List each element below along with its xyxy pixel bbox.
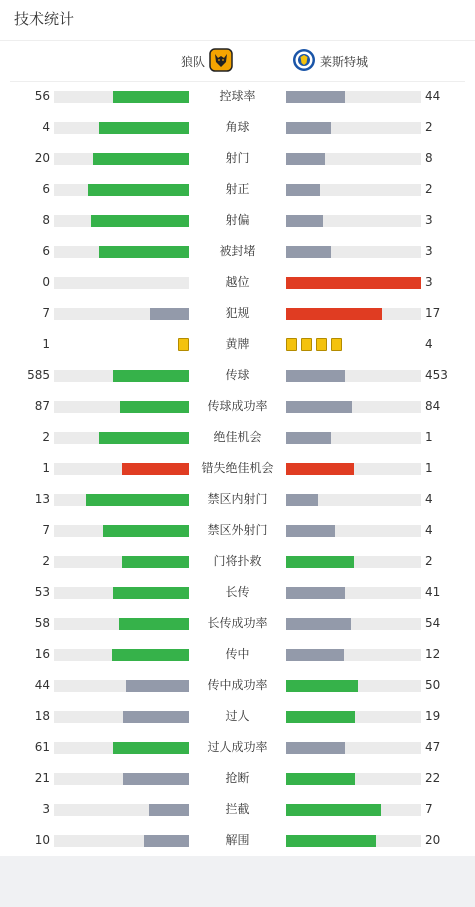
stat-row xyxy=(0,298,475,329)
stat-label: 黄牌 xyxy=(225,337,250,351)
away-value: 453 xyxy=(425,368,448,382)
away-bar-track xyxy=(286,463,421,475)
home-value: 56 xyxy=(34,89,50,103)
stat-label: 传中 xyxy=(225,647,250,661)
stat-row xyxy=(0,360,475,391)
stats-list xyxy=(0,81,475,856)
home-bar xyxy=(123,773,189,785)
away-bar xyxy=(286,711,355,723)
home-value: 0 xyxy=(42,275,50,289)
away-bar xyxy=(286,773,355,785)
away-bar-track xyxy=(286,835,421,847)
away-bar-track xyxy=(286,587,421,599)
home-bar xyxy=(122,463,190,475)
home-bar xyxy=(113,742,189,754)
stat-label: 射正 xyxy=(225,182,250,196)
home-bar xyxy=(103,525,189,537)
away-bar xyxy=(286,463,354,475)
away-value: 1 xyxy=(425,461,433,475)
away-bar-track xyxy=(286,649,421,661)
home-bar-track xyxy=(54,742,189,754)
stat-label: 绝佳机会 xyxy=(213,430,262,444)
home-team[interactable] xyxy=(181,46,233,76)
home-bar xyxy=(88,184,189,196)
home-bar xyxy=(99,122,189,134)
stat-row xyxy=(0,608,475,639)
stat-row xyxy=(0,577,475,608)
stat-label: 门将扑救 xyxy=(213,554,262,568)
stat-label: 射偏 xyxy=(225,213,250,227)
away-value: 47 xyxy=(425,740,441,754)
away-value: 50 xyxy=(425,678,441,692)
stat-label: 错失绝佳机会 xyxy=(201,461,274,475)
away-team[interactable] xyxy=(292,46,368,76)
away-value: 4 xyxy=(425,492,433,506)
away-bar xyxy=(286,835,376,847)
away-value: 19 xyxy=(425,709,441,723)
home-bar-track xyxy=(54,525,189,537)
away-bar xyxy=(286,649,344,661)
stat-label: 越位 xyxy=(225,275,250,289)
stat-row xyxy=(0,236,475,267)
stat-row xyxy=(0,391,475,422)
home-bar xyxy=(149,804,190,816)
home-bar-track xyxy=(54,277,189,289)
away-bar-track xyxy=(286,308,421,320)
title-divider xyxy=(0,40,475,41)
home-value: 585 xyxy=(27,368,50,382)
away-bar-track xyxy=(286,215,421,227)
away-bar xyxy=(286,153,325,165)
away-bar xyxy=(286,246,331,258)
home-value: 53 xyxy=(34,585,50,599)
stat-row xyxy=(0,825,475,856)
home-bar xyxy=(120,401,189,413)
stat-row xyxy=(0,670,475,701)
stat-row xyxy=(0,205,475,236)
stat-label: 角球 xyxy=(225,120,250,134)
stat-label: 拦截 xyxy=(225,802,250,816)
home-bar xyxy=(122,556,190,568)
home-value: 2 xyxy=(42,554,50,568)
home-bar xyxy=(91,215,189,227)
stat-row xyxy=(0,484,475,515)
home-bar xyxy=(144,835,189,847)
home-value: 6 xyxy=(42,182,50,196)
away-bar-track xyxy=(286,432,421,444)
away-bar-track xyxy=(286,184,421,196)
away-value: 4 xyxy=(425,523,433,537)
away-bar-track xyxy=(286,618,421,630)
stat-label: 犯规 xyxy=(225,306,250,320)
home-bar xyxy=(99,246,189,258)
away-value: 8 xyxy=(425,151,433,165)
away-bar-track xyxy=(286,804,421,816)
away-value: 3 xyxy=(425,213,433,227)
yellow-card-icon xyxy=(331,338,342,351)
stat-label: 抢断 xyxy=(225,771,250,785)
stat-label: 传球成功率 xyxy=(207,399,268,413)
away-bar xyxy=(286,680,358,692)
home-bar-track xyxy=(54,370,189,382)
home-value: 16 xyxy=(34,647,50,661)
stat-row xyxy=(0,732,475,763)
stat-row xyxy=(0,794,475,825)
away-bar xyxy=(286,587,345,599)
home-bar xyxy=(113,91,189,103)
stat-row xyxy=(0,515,475,546)
leicester-crest-icon xyxy=(292,48,316,75)
section-title: 技术统计 xyxy=(14,10,75,28)
stat-row xyxy=(0,701,475,732)
stat-label: 传中成功率 xyxy=(207,678,268,692)
home-bar xyxy=(112,649,189,661)
home-bar-track xyxy=(54,432,189,444)
away-value: 17 xyxy=(425,306,441,320)
home-bar-track xyxy=(54,680,189,692)
stat-label: 禁区外射门 xyxy=(207,523,268,537)
away-value: 44 xyxy=(425,89,441,103)
away-value: 2 xyxy=(425,554,433,568)
home-bar xyxy=(113,587,189,599)
home-bar xyxy=(119,618,189,630)
away-bar-track xyxy=(286,525,421,537)
yellow-card-icon xyxy=(286,338,297,351)
away-bar xyxy=(286,401,352,413)
stat-row xyxy=(0,546,475,577)
home-bar-track xyxy=(54,122,189,134)
away-value: 54 xyxy=(425,616,441,630)
away-bar xyxy=(286,215,323,227)
home-value: 2 xyxy=(42,430,50,444)
home-bar-track xyxy=(54,835,189,847)
home-bar-track xyxy=(54,494,189,506)
stat-row xyxy=(0,267,475,298)
home-bar-track xyxy=(54,401,189,413)
away-bar xyxy=(286,277,421,289)
away-bar-track xyxy=(286,494,421,506)
stat-row xyxy=(0,143,475,174)
home-value: 87 xyxy=(34,399,50,413)
home-value: 1 xyxy=(42,461,50,475)
stat-label: 长传成功率 xyxy=(207,616,268,630)
away-value: 3 xyxy=(425,275,433,289)
home-value: 6 xyxy=(42,244,50,258)
stat-row xyxy=(0,763,475,794)
away-bar-track xyxy=(286,680,421,692)
home-value: 21 xyxy=(34,771,50,785)
away-bar xyxy=(286,618,351,630)
home-bar-track xyxy=(54,91,189,103)
stat-label: 解围 xyxy=(225,833,250,847)
away-value: 3 xyxy=(425,244,433,258)
away-bar-track xyxy=(286,246,421,258)
home-bar-track xyxy=(54,711,189,723)
away-team-name: 莱斯特城 xyxy=(320,54,369,69)
home-bar xyxy=(113,370,189,382)
stat-row xyxy=(0,639,475,670)
home-bar-track xyxy=(54,246,189,258)
away-bar xyxy=(286,432,331,444)
away-bar xyxy=(286,494,318,506)
stat-label: 传球 xyxy=(225,368,250,382)
yellow-card-icon xyxy=(316,338,327,351)
stat-label: 长传 xyxy=(225,585,250,599)
stat-label: 被封堵 xyxy=(219,244,256,258)
home-value: 61 xyxy=(34,740,50,754)
away-value: 41 xyxy=(425,585,441,599)
yellow-card-icon xyxy=(301,338,312,351)
stat-row xyxy=(0,329,475,360)
away-value: 1 xyxy=(425,430,433,444)
away-bar-track xyxy=(286,742,421,754)
home-value: 7 xyxy=(42,306,50,320)
home-bar-track xyxy=(54,649,189,661)
home-bar-track xyxy=(54,773,189,785)
yellow-card-icon xyxy=(178,338,189,351)
away-value: 84 xyxy=(425,399,441,413)
teams-header xyxy=(0,46,475,80)
stat-label: 过人成功率 xyxy=(207,740,268,754)
home-bar-track xyxy=(54,618,189,630)
home-bar xyxy=(93,153,189,165)
away-value: 20 xyxy=(425,833,441,847)
away-bar xyxy=(286,742,345,754)
home-value: 13 xyxy=(34,492,50,506)
home-bar-track xyxy=(54,308,189,320)
home-value: 3 xyxy=(42,802,50,816)
home-bar xyxy=(99,432,189,444)
stat-label: 射门 xyxy=(225,151,250,165)
home-bar-track xyxy=(54,153,189,165)
away-yellow-cards xyxy=(286,338,342,351)
home-value: 58 xyxy=(34,616,50,630)
wolves-crest-icon xyxy=(209,48,233,75)
away-bar xyxy=(286,525,335,537)
home-bar xyxy=(123,711,189,723)
home-value: 20 xyxy=(34,151,50,165)
home-bar-track xyxy=(54,184,189,196)
stat-row xyxy=(0,422,475,453)
stat-label: 控球率 xyxy=(219,89,256,103)
home-yellow-cards xyxy=(178,338,189,351)
away-bar-track xyxy=(286,370,421,382)
away-value: 22 xyxy=(425,771,441,785)
away-bar xyxy=(286,804,381,816)
away-bar-track xyxy=(286,153,421,165)
away-bar-track xyxy=(286,91,421,103)
stat-label: 过人 xyxy=(225,709,250,723)
away-bar-track xyxy=(286,711,421,723)
away-bar xyxy=(286,308,382,320)
stat-row xyxy=(0,112,475,143)
away-value: 2 xyxy=(425,182,433,196)
home-value: 8 xyxy=(42,213,50,227)
home-value: 7 xyxy=(42,523,50,537)
away-value: 7 xyxy=(425,802,433,816)
away-bar xyxy=(286,91,345,103)
home-value: 1 xyxy=(42,337,50,351)
stat-row xyxy=(0,81,475,112)
home-team-name: 狼队 xyxy=(180,54,205,69)
away-bar-track xyxy=(286,556,421,568)
home-bar-track xyxy=(54,587,189,599)
home-value: 4 xyxy=(42,120,50,134)
away-bar xyxy=(286,556,354,568)
away-bar-track xyxy=(286,401,421,413)
home-bar-track xyxy=(54,215,189,227)
home-bar xyxy=(126,680,189,692)
away-value: 12 xyxy=(425,647,441,661)
away-bar-track xyxy=(286,277,421,289)
home-bar-track xyxy=(54,556,189,568)
stat-row xyxy=(0,453,475,484)
home-value: 18 xyxy=(34,709,50,723)
away-bar xyxy=(286,122,331,134)
away-bar xyxy=(286,370,345,382)
away-bar xyxy=(286,184,320,196)
away-value: 2 xyxy=(425,120,433,134)
away-bar-track xyxy=(286,773,421,785)
away-value: 4 xyxy=(425,337,433,351)
stat-label: 禁区内射门 xyxy=(207,492,268,506)
home-bar-track xyxy=(54,804,189,816)
home-value: 10 xyxy=(34,833,50,847)
home-bar xyxy=(150,308,189,320)
home-bar-track xyxy=(54,463,189,475)
home-value: 44 xyxy=(34,678,50,692)
stat-row xyxy=(0,174,475,205)
away-bar-track xyxy=(286,122,421,134)
home-bar xyxy=(86,494,189,506)
